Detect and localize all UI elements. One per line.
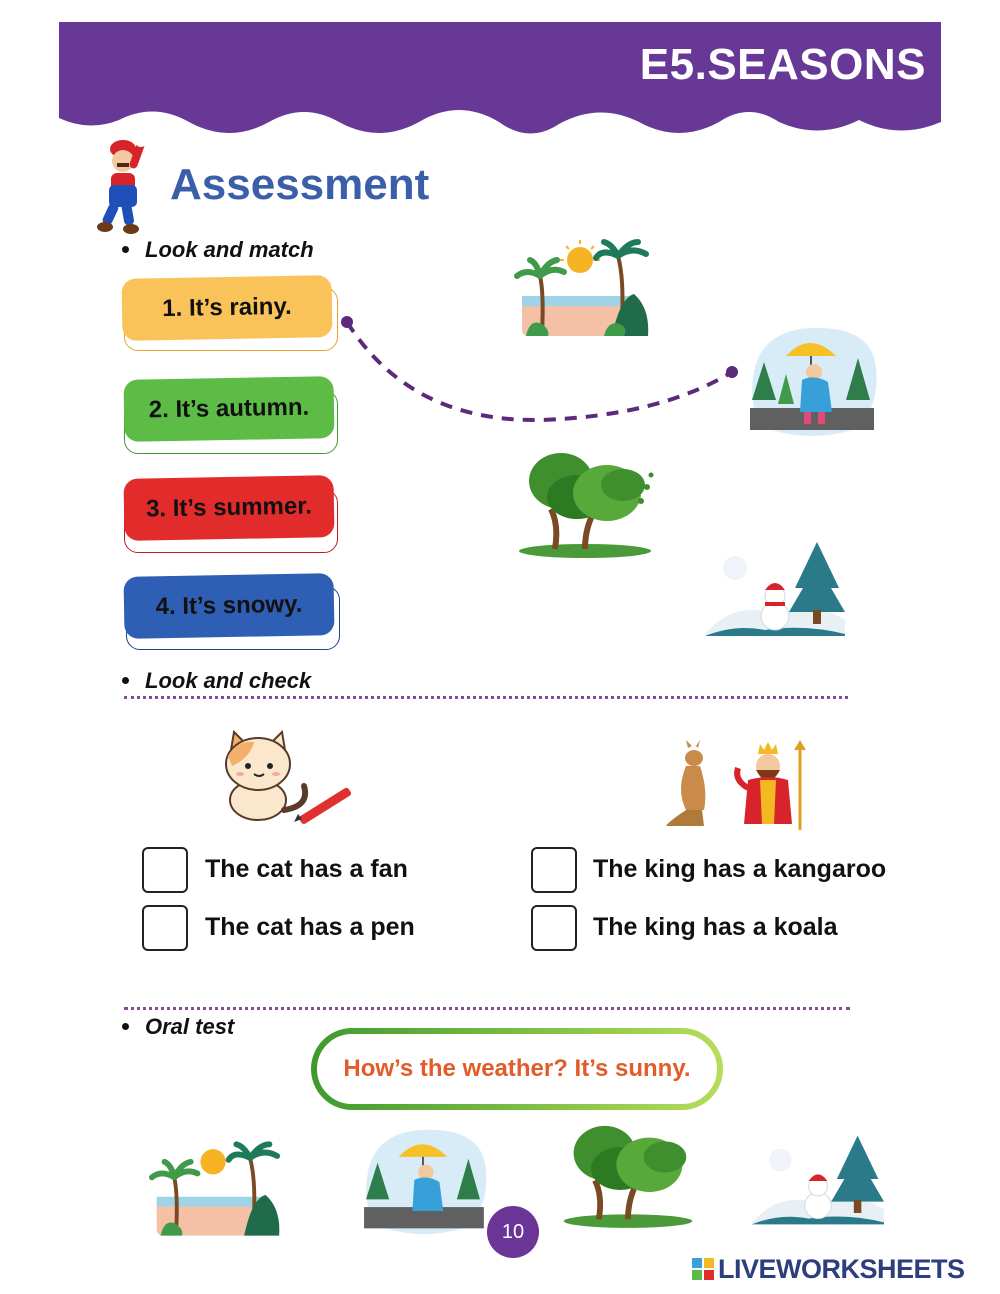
bullet-icon [122, 246, 129, 253]
option-king-kangaroo: The king has a kangaroo [593, 855, 887, 883]
option-king-koala: The king has a koala [593, 913, 838, 941]
match-item-label: 1. It’s rainy. [162, 292, 292, 323]
oral-prompt: How’s the weather? It’s sunny. [343, 1055, 691, 1082]
worksheet-title: E5.SEASONS [639, 40, 926, 89]
liveworksheets-brand: LIVEWORKSHEETS [718, 1254, 965, 1284]
match-item-label: 4. It’s snowy. [155, 590, 303, 621]
check-instruction [122, 668, 311, 694]
snowman-snow-icon [752, 1132, 884, 1228]
match-item-label: 3. It’s summer. [145, 492, 313, 523]
liveworksheets-logo-icon [692, 1258, 714, 1280]
match-instruction [122, 237, 314, 263]
summer-beach-icon [147, 1140, 283, 1238]
option-cat-pen: The cat has a pen [205, 913, 415, 941]
summer-beach-icon[interactable] [512, 238, 652, 338]
bullet-icon [122, 677, 129, 684]
option-cat-fan: The cat has a fan [205, 855, 408, 883]
match-instruction-text: Look and match [145, 237, 314, 262]
section-title: Assessment [170, 160, 430, 209]
page-number: 10 [487, 1206, 539, 1258]
match-item-rainy[interactable] [121, 275, 332, 341]
king-kangaroo-icon [664, 740, 812, 830]
oral-instruction-text: Oral test [145, 1014, 235, 1039]
snowman-snow-icon[interactable] [705, 540, 845, 638]
rainy-child-umbrella-icon [356, 1124, 490, 1238]
checkbox-king-koala[interactable] [531, 905, 577, 951]
mario-icon [95, 135, 150, 235]
checkbox-cat-pen[interactable] [142, 905, 188, 951]
oral-instruction [122, 1014, 234, 1040]
checkbox-king-kangaroo[interactable] [531, 847, 577, 893]
checkbox-cat-fan[interactable] [142, 847, 188, 893]
match-item-summer[interactable] [123, 475, 334, 541]
rainy-child-umbrella-icon[interactable] [742, 322, 880, 440]
windy-trees-icon [560, 1118, 696, 1230]
cat-pen-icon [214, 726, 356, 826]
dotted-divider [124, 1007, 850, 1010]
check-instruction-text: Look and check [145, 668, 312, 693]
match-item-snowy[interactable] [123, 573, 334, 639]
match-item-label: 2. It’s autumn. [148, 393, 310, 424]
match-item-autumn[interactable] [123, 376, 334, 442]
bullet-icon [122, 1023, 129, 1030]
windy-trees-icon[interactable] [515, 445, 655, 560]
dotted-divider [124, 696, 848, 699]
